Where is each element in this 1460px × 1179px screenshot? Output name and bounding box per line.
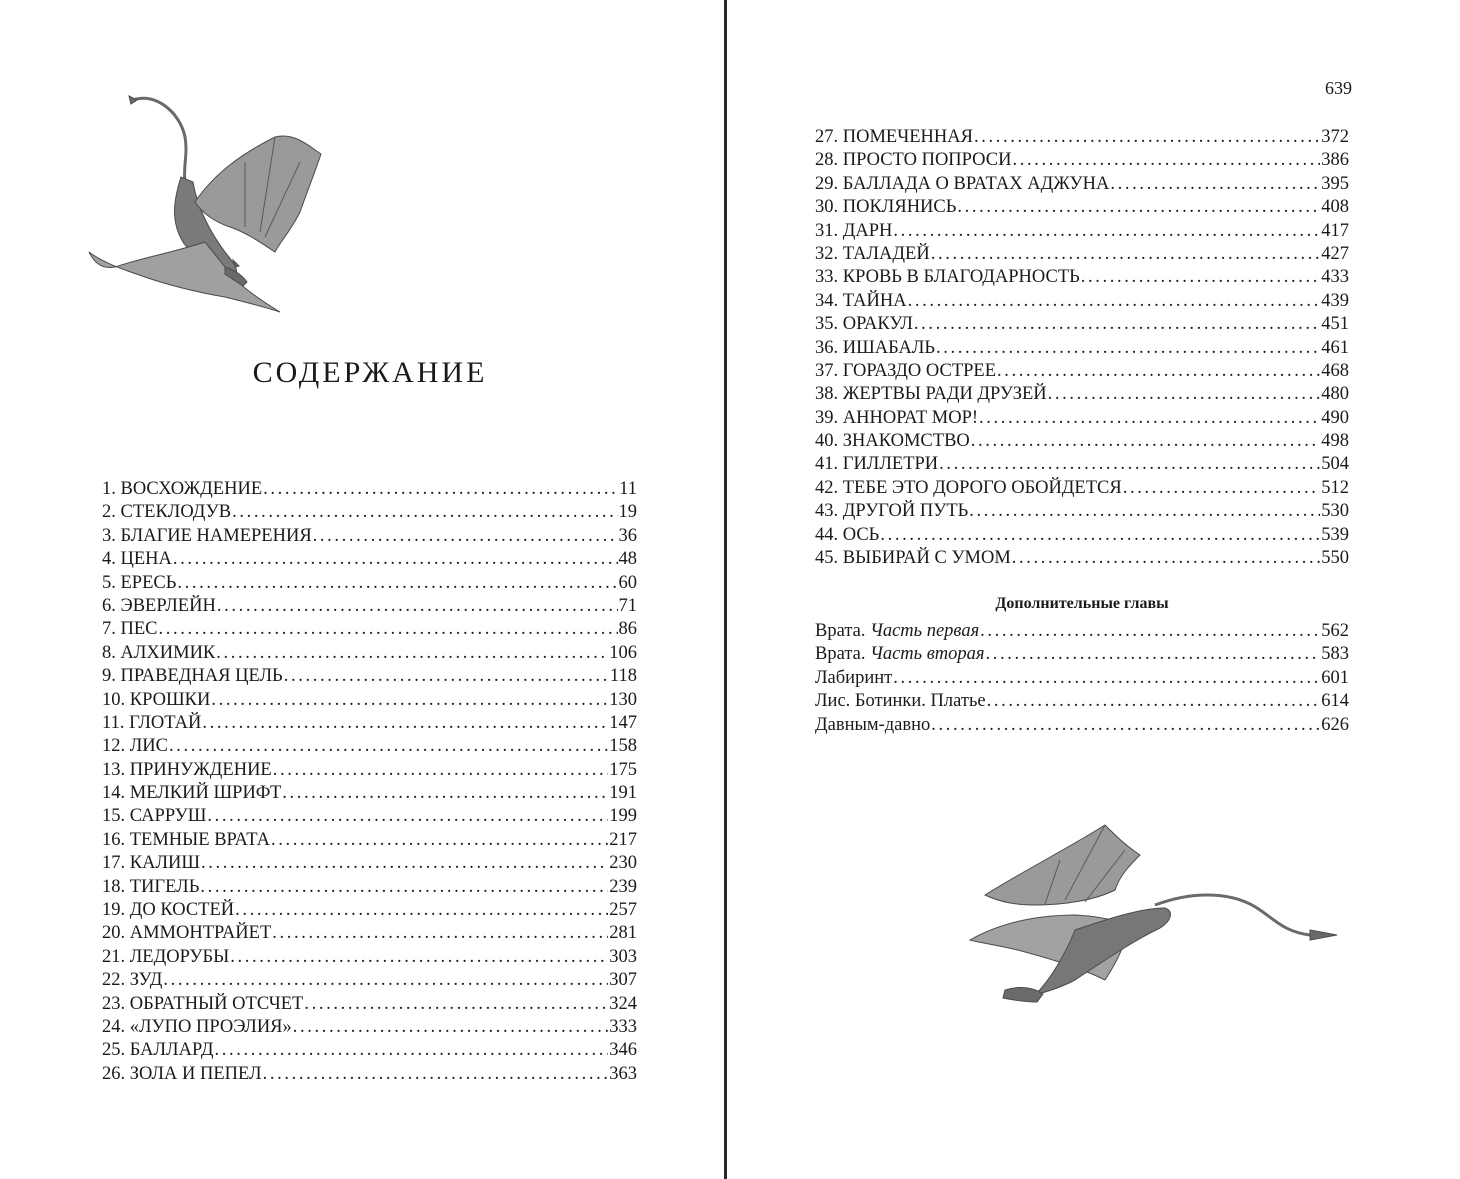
toc-list-extra: [815, 620, 1349, 737]
toc-entry[interactable]: 35. ОРАКУЛ . . . 451: [815, 313, 1349, 336]
toc-entry[interactable]: 8. АЛХИМИК . . . 106: [102, 642, 637, 665]
toc-entry[interactable]: 28. ПРОСТО ПОПРОСИ . . . 386: [815, 149, 1349, 172]
toc-entry[interactable]: 32. ТАЛАДЕЙ . . . 427: [815, 243, 1349, 266]
toc-entry[interactable]: 22. ЗУД . . . 307: [102, 969, 637, 992]
toc-entry[interactable]: Врата. Часть первая . . . 562: [815, 620, 1349, 643]
toc-entry[interactable]: 13. ПРИНУЖДЕНИЕ . . . 175: [102, 759, 637, 782]
toc-entry[interactable]: 19. ДО КОСТЕЙ . . . 257: [102, 899, 637, 922]
toc-entry[interactable]: 41. ГИЛЛЕТРИ . . . 504: [815, 453, 1349, 476]
toc-entry[interactable]: 40. ЗНАКОМСТВО . . . 498: [815, 430, 1349, 453]
toc-entry[interactable]: 38. ЖЕРТВЫ РАДИ ДРУЗЕЙ . . . 480: [815, 383, 1349, 406]
dragon-illustration-icon: [965, 820, 1345, 1010]
page-title: СОДЕРЖАНИЕ: [252, 356, 488, 389]
toc-entry[interactable]: 27. ПОМЕЧЕННАЯ . . . 372: [815, 126, 1349, 149]
toc-list-left: [102, 478, 637, 1086]
toc-entry[interactable]: 5. ЕРЕСЬ . . . 60: [102, 572, 637, 595]
toc-entry[interactable]: Давным-давно . . . 626: [815, 714, 1349, 737]
toc-entry[interactable]: 11. ГЛОТАЙ . . . 147: [102, 712, 637, 735]
toc-entry[interactable]: 39. АННОРАТ МОР! . . . 490: [815, 407, 1349, 430]
toc-entry[interactable]: 45. ВЫБИРАЙ С УМОМ . . . 550: [815, 547, 1349, 570]
toc-entry[interactable]: 10. КРОШКИ . . . 130: [102, 689, 637, 712]
toc-entry[interactable]: 29. БАЛЛАДА О ВРАТАХ АДЖУНА . . . 395: [815, 173, 1349, 196]
toc-entry[interactable]: 16. ТЕМНЫЕ ВРАТА . . . 217: [102, 829, 637, 852]
toc-entry[interactable]: 3. БЛАГИЕ НАМЕРЕНИЯ . . . 36: [102, 525, 637, 548]
toc-entry[interactable]: 25. БАЛЛАРД . . . 346: [102, 1039, 637, 1062]
toc-entry[interactable]: 26. ЗОЛА И ПЕПЕЛ . . . 363: [102, 1063, 637, 1086]
toc-entry[interactable]: 20. АММОНТРАЙЕТ . . . 281: [102, 922, 637, 945]
toc-entry[interactable]: 9. ПРАВЕДНАЯ ЦЕЛЬ . . . 118: [102, 665, 637, 688]
page-number: 639: [1325, 78, 1352, 98]
extra-chapters-heading: Дополнительные главы: [995, 595, 1169, 612]
toc-entry[interactable]: 14. МЕЛКИЙ ШРИФТ . . . 191: [102, 782, 637, 805]
toc-entry[interactable]: Лис. Ботинки. Платье . . . 614: [815, 690, 1349, 713]
toc-entry[interactable]: 42. ТЕБЕ ЭТО ДОРОГО ОБОЙДЕТСЯ . . . 512: [815, 477, 1349, 500]
toc-entry[interactable]: 7. ПЕС . . . 86: [102, 618, 637, 641]
toc-entry[interactable]: 44. ОСЬ . . . 539: [815, 524, 1349, 547]
toc-entry[interactable]: 15. САРРУШ . . . 199: [102, 805, 637, 828]
toc-entry[interactable]: 43. ДРУГОЙ ПУТЬ . . . 530: [815, 500, 1349, 523]
toc-entry[interactable]: 12. ЛИС . . . 158: [102, 735, 637, 758]
toc-entry[interactable]: Лабиринт . . . 601: [815, 667, 1349, 690]
toc-entry[interactable]: Врата. Часть вторая . . . 583: [815, 643, 1349, 666]
toc-entry[interactable]: 37. ГОРАЗДО ОСТРЕЕ . . . 468: [815, 360, 1349, 383]
toc-entry[interactable]: 23. ОБРАТНЫЙ ОТСЧЕТ . . . 324: [102, 993, 637, 1016]
toc-entry[interactable]: 34. ТАЙНА . . . 439: [815, 290, 1349, 313]
book-spine: [724, 0, 727, 1179]
toc-entry[interactable]: 18. ТИГЕЛЬ . . . 239: [102, 876, 637, 899]
toc-entry[interactable]: 33. КРОВЬ В БЛАГОДАРНОСТЬ . . . 433: [815, 266, 1349, 289]
toc-entry[interactable]: 30. ПОКЛЯНИСЬ . . . 408: [815, 196, 1349, 219]
toc-entry[interactable]: 4. ЦЕНА . . . 48: [102, 548, 637, 571]
toc-entry[interactable]: 21. ЛЕДОРУБЫ . . . 303: [102, 946, 637, 969]
toc-entry[interactable]: 17. КАЛИШ . . . 230: [102, 852, 637, 875]
toc-entry[interactable]: 36. ИШАБАЛЬ . . . 461: [815, 337, 1349, 360]
toc-entry[interactable]: 6. ЭВЕРЛЕЙН . . . 71: [102, 595, 637, 618]
toc-entry[interactable]: 24. «ЛУПО ПРОЭЛИЯ» . . . 333: [102, 1016, 637, 1039]
toc-entry[interactable]: 2. СТЕКЛОДУВ . . . 19: [102, 501, 637, 524]
toc-entry[interactable]: 1. ВОСХОЖДЕНИЕ . . . 11: [102, 478, 637, 501]
dragon-illustration-icon: [85, 92, 330, 320]
toc-list-right: [815, 126, 1349, 570]
toc-entry[interactable]: 31. ДАРН . . . 417: [815, 220, 1349, 243]
